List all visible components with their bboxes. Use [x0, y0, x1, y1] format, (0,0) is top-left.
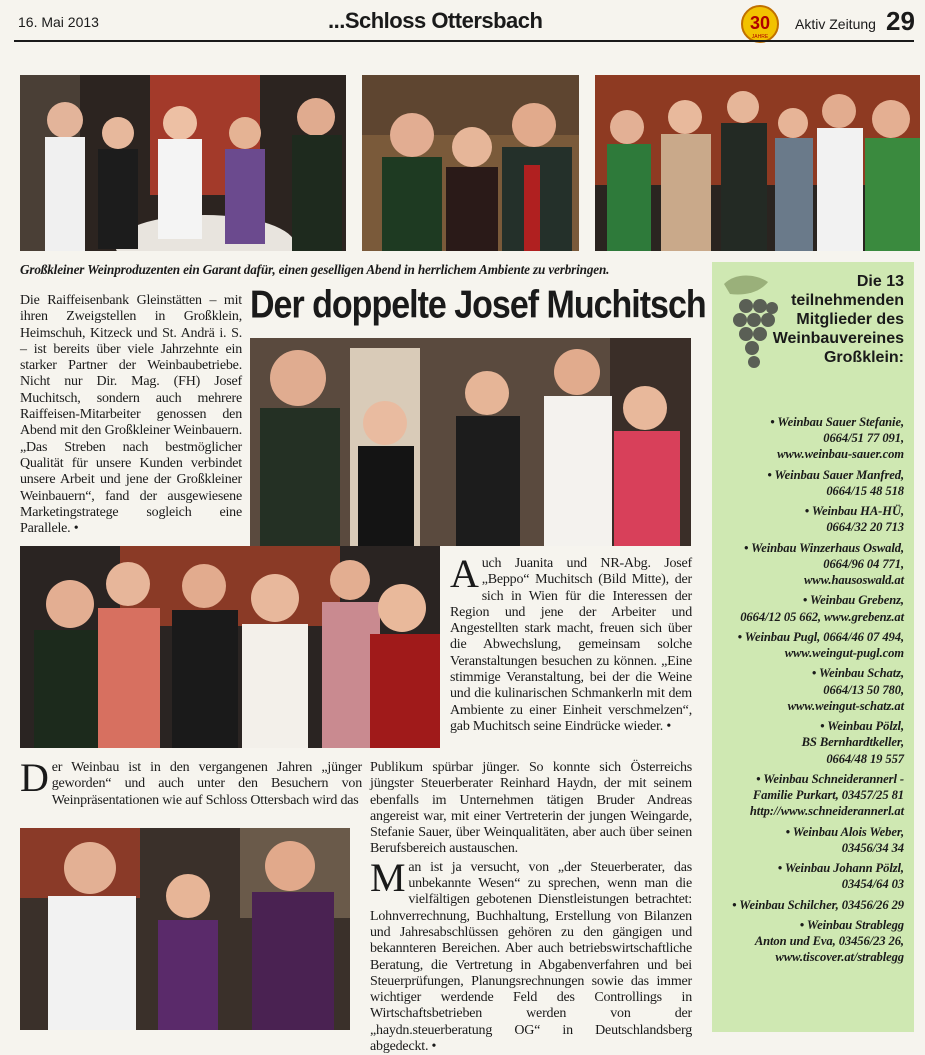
article-paragraph: er Weinbau ist in den vergangenen Jahren „jünger geworden“ und auch unter den Besuchern von Weinpräsentationen wie auf Schloss Ottersbach wird das: [51, 760, 362, 808]
member-entry-line: • Weinbau Strablegg: [799, 917, 904, 932]
photo-caption: Großkleiner Weinproduzenten ein Garant dafür, einen geselligen Abend in herrlichem Ambiente zu verbringen.: [20, 262, 610, 277]
photo-toast-group: [595, 75, 920, 251]
member-entry: [716, 665, 904, 714]
member-entry-line: • Weinbau Winzerhaus Oswald,: [743, 540, 904, 555]
member-entry-line: Familie Purkart, 03457/25 81: [752, 788, 904, 803]
sidebar-title: [764, 272, 904, 367]
members-list: [716, 414, 904, 970]
member-entry-line: 0664/32 20 713: [826, 520, 904, 535]
page-number: 29: [886, 6, 915, 36]
member-entry-line: BS Bernhardtkeller,: [801, 735, 904, 750]
member-entry-line: www.tiscover.at/strablegg: [775, 950, 904, 965]
member-entry: [716, 718, 904, 767]
member-entry-line: • Weinbau HA-HÜ,: [804, 504, 904, 519]
article-weinbau: [20, 755, 362, 809]
article-steuerberater: [370, 760, 692, 1055]
member-entry-line: 0664/48 19 557: [826, 751, 904, 766]
member-entry-line: www.weingut-pugl.com: [784, 646, 904, 661]
anniversary-badge: [740, 4, 780, 44]
article-intro: [20, 293, 242, 537]
members-sidebar: [712, 262, 914, 1032]
photo-muchitsch-group: [250, 338, 691, 546]
article-paragraph: an ist ja versucht, von „der Steuerberater, das unbekannte Wesen“ zu sprechen, wenn man die vielfältigen gebotenen Dienstleistungen betrachtet: Lohnverrechnung, Buchhaltung, Erstellung von Bilanzen und Jahresabschlüssen gehören zu den gängigen und bekannteren Bereichen. Aber auch betriebswirtschaftliche Beratung, die Vertretung in Abgabenverfahren und bei Steuerprüfungen, Planungsrechnungen sowie das immer wichtiger werdende Feld des Controllings in Wirtschaftsbetrieben werden von der „haydn.steuerberatung OG“ in Deutschlandsberg abgedeckt. •: [370, 859, 692, 1055]
member-entry-line: • Weinbau Sauer Manfred,: [767, 467, 904, 482]
photo-winemakers-group: [20, 75, 346, 251]
member-entry: [716, 503, 904, 535]
member-entry-line: www.weinbau-sauer.com: [777, 447, 904, 462]
photo-guests-toasting: [20, 546, 440, 748]
member-entry-line: 03454/64 03: [841, 877, 904, 892]
member-entry-line: • Weinbau Pugl, 0664/46 07 494,: [737, 629, 904, 644]
sidebar-title-line: Mitglieder des: [796, 311, 904, 328]
member-entry-line: • Weinbau Alois Weber,: [785, 824, 904, 839]
newspaper-name: Aktiv Zeitung: [795, 16, 876, 32]
member-entry-line: www.weingut-schatz.at: [787, 698, 904, 713]
drop-cap: A: [450, 551, 479, 596]
sidebar-title-line: Weinbauvereines: [772, 330, 904, 347]
member-entry: [716, 467, 904, 499]
member-entry-line: • Weinbau Schatz,: [811, 666, 904, 681]
member-entry-line: • Weinbau Sauer Stefanie,: [770, 415, 904, 429]
sidebar-title-line: Die 13: [856, 273, 904, 290]
badge-number: 30: [749, 13, 771, 33]
issue-date: 16. Mai 2013: [18, 14, 99, 30]
member-entry-line: 0664/15 48 518: [826, 483, 904, 498]
member-entry-line: http://www.schneiderannerl.at: [749, 804, 904, 819]
header-rule: [14, 40, 914, 42]
member-entry-line: • Weinbau Schilcher, 03456/26 29: [732, 897, 904, 912]
article-juanita: [450, 551, 692, 735]
member-entry: [716, 917, 904, 966]
member-entry-line: • Weinbau Pölzl,: [820, 719, 904, 734]
member-entry: [716, 897, 904, 913]
member-entry: [716, 860, 904, 892]
member-entry-line: Anton und Eva, 03456/23 26,: [754, 934, 904, 949]
member-entry-line: 0664/96 04 771,: [823, 556, 904, 571]
member-entry: [716, 771, 904, 820]
member-entry: [716, 414, 904, 463]
section-title: ...Schloss Ottersbach: [328, 8, 543, 33]
badge-label: JAHRE: [751, 34, 769, 40]
sidebar-title-line: teilnehmenden: [791, 292, 904, 309]
member-entry-line: 0664/13 50 780,: [823, 682, 904, 697]
member-entry-line: 03456/34 34: [841, 840, 904, 855]
article-paragraph: uch Juanita und NR-Abg. Josef „Beppo“ Muchitsch (Bild Mitte), der sich in Wien für die Interessen der Region und jene der Arbeiter und Angestellten stark macht, freuen sich über die Abwechslung, gemeinsam solche Veranstaltungen besuchen zu können. „Eine stimmige Veranstaltung, bei der die Weine und die kulinarischen Schmankerln mit dem Ambiente zu einer Einheit verschmelzen“, gab Muchitsch seine Eindrücke wieder. •: [450, 556, 692, 734]
member-entry: [716, 540, 904, 589]
member-entry: [716, 629, 904, 661]
drop-cap: M: [370, 854, 406, 900]
article-paragraph: Die Raiffeisenbank Gleinstätten – mit ihren Zweigstellen in Großklein, Heimschuh, Kitzeck und St. Andrä i. S. – ist bereits über viele Jahrzehnte ein starker Partner der Weinbaubetriebe. Nicht nur Dir. Mag. (FH) Josef Muchitsch, sondern auch mehrere Raiffeisen-Mitarbeiter genossen den Abend mit den Großkleiner Weinbauern. „Das Streben nach bestmöglicher Qualität für unsere Kunden verbindet unsere Arbeit und jene der Großkleiner Weinbauern“, fand der ausgewiesene Marketingstratege sogleich eine Parallele. •: [20, 293, 242, 537]
article-paragraph: Publikum spürbar jünger. So konnte sich Österreichs jüngster Steuerberater Reinhard Haydn, der mit seinem ebenfalls im Unternehmen tätigen Bruder Andreas angereist war, mit einer Vertreterin der jungen Weingarde, Stefanie Sauer, über Weinqualitäten, aber auch über seinen Berufsbereich austauschen.: [370, 760, 692, 857]
member-entry: [716, 824, 904, 856]
member-entry-line: 0664/12 05 662, www.grebenz.at: [740, 609, 904, 624]
member-entry: [716, 592, 904, 624]
drop-cap: D: [20, 755, 49, 800]
member-entry-line: • Weinbau Schneiderannerl -: [756, 771, 904, 786]
article-headline: Der doppelte Josef Muchitsch: [250, 283, 706, 327]
member-entry-line: www.hausoswald.at: [803, 573, 904, 588]
sidebar-title-line: Großklein:: [823, 349, 904, 366]
photo-three-guests: [362, 75, 579, 251]
member-entry-line: • Weinbau Grebenz,: [802, 593, 904, 608]
photo-young-winemakers: [20, 828, 350, 1030]
member-entry-line: 0664/51 77 091,: [823, 431, 904, 446]
member-entry-line: • Weinbau Johann Pölzl,: [777, 861, 904, 876]
